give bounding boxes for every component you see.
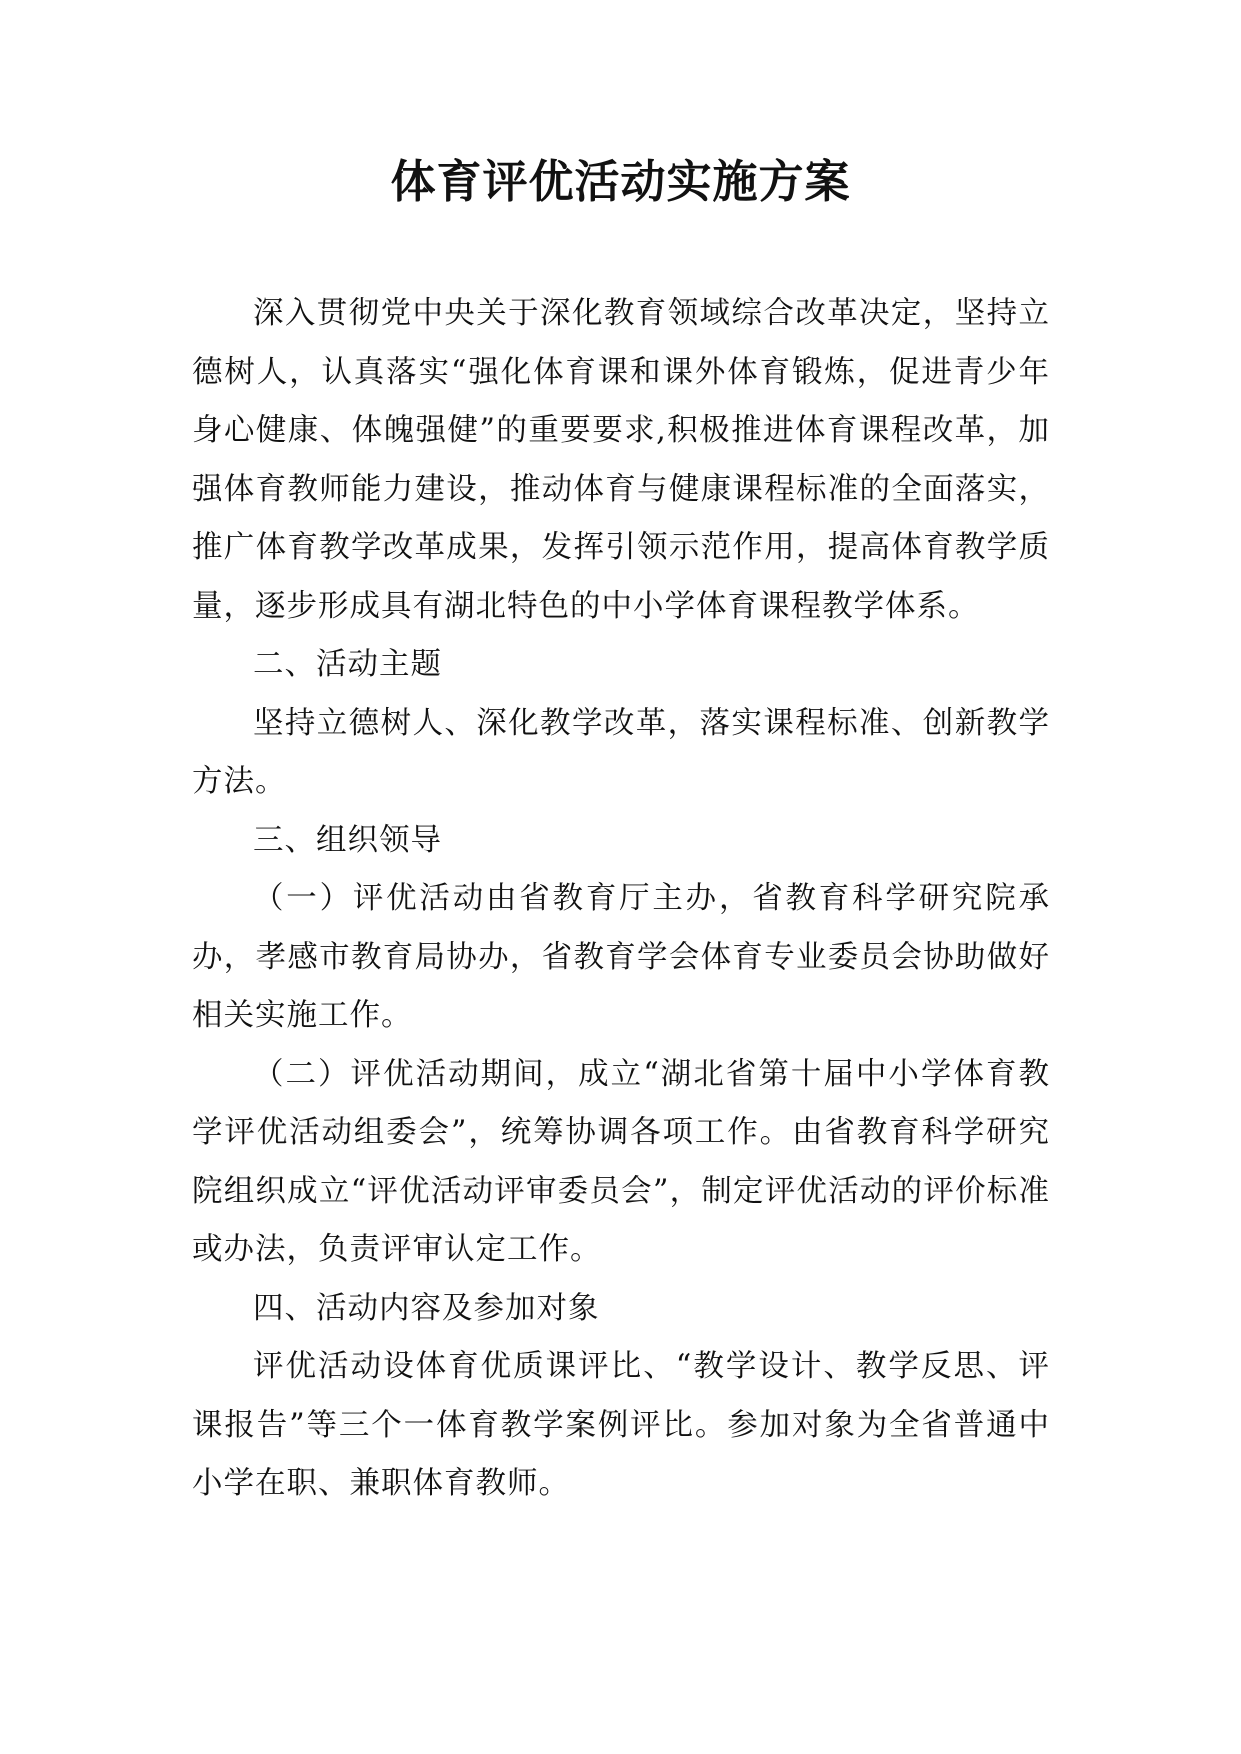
organization-item-1: （一）评优活动由省教育厅主办，省教育科学研究院承办，孝感市教育局协办，省教育学会体育专业委员会协助做好相关实施工作。: [192, 881, 1050, 1033]
content-paragraph: 评优活动设体育优质课评比、“教学设计、教学反思、评课报告”等三个一体育教学案例评比。参加对象为全省普通中小学在职、兼职体育教师。: [192, 1349, 1050, 1501]
section-heading-organization: 三、组织领导: [253, 822, 442, 858]
organization-item-2: （二）评优活动期间，成立“湖北省第十届中小学体育教学评优活动组委会”，统筹协调各项工作。由省教育科学研究院组织成立“评优活动评审委员会”，制定评优活动的评价标准或办法，负责评审认定工作。: [192, 1056, 1050, 1267]
document-title: 体育评优活动实施方案: [390, 155, 851, 208]
section-heading-theme: 二、活动主题: [253, 647, 442, 682]
document-body: [192, 285, 1050, 1514]
theme-paragraph: 坚持立德树人、深化教学改革，落实课程标准、创新教学方法。: [192, 705, 1050, 799]
intro-paragraph: 深入贯彻党中央关于深化教育领域综合改革决定，坚持立德树人，认真落实“强化体育课和课外体育锻炼，促进青少年身心健康、体魄强健”的重要要求,积极推进体育课程改革，加强体育教师能力建设，推动体育与健康课程标准的全面落实，推广体育教学改革成果，发挥引领示范作用，提高体育教学质量，逐步形成具有湖北特色的中小学体育课程教学体系。: [192, 296, 1050, 624]
section-heading-content: 四、活动内容及参加对象: [253, 1290, 600, 1326]
